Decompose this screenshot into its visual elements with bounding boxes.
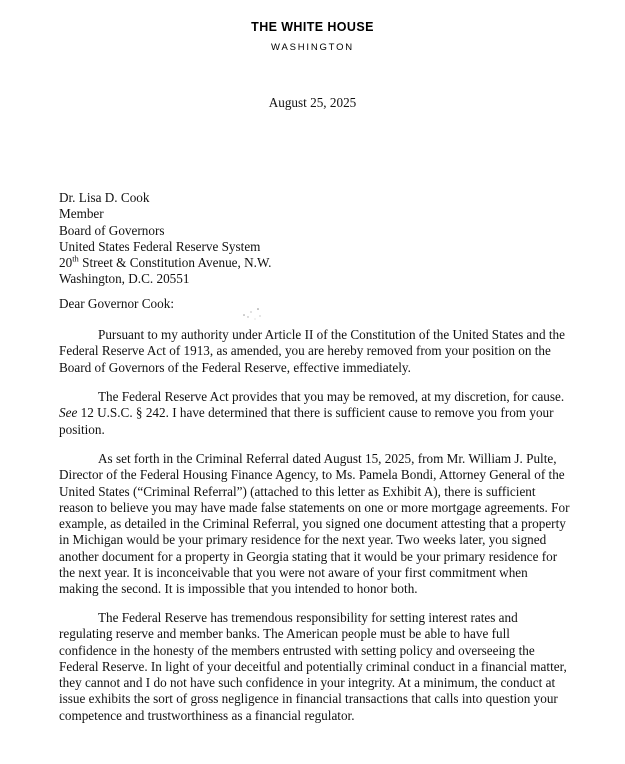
paragraph-line: Federal Reserve Act of 1913, as amended, you are hereby removed from your position on the bbox=[59, 343, 551, 359]
recipient-role: Member bbox=[59, 206, 104, 222]
paragraph-responsibility bbox=[59, 610, 581, 724]
recipient-city: Washington, D.C. 20551 bbox=[59, 271, 190, 287]
recipient-organization: United States Federal Reserve System bbox=[59, 238, 261, 254]
citation-text: 12 U.S.C. § 242. I have determined that there is sufficient cause to remove you from your bbox=[77, 405, 554, 421]
paragraph-line: Director of the Federal Housing Finance Agency, to Ms. Pamela Bondi, Attorney General of the bbox=[59, 467, 565, 483]
recipient-board: Board of Governors bbox=[59, 222, 165, 238]
letter-date: August 25, 2025 bbox=[268, 95, 357, 110]
salutation: Dear Governor Cook: bbox=[59, 296, 174, 311]
paragraph-line: making the second. It is impossible that you intended to honor both. bbox=[59, 581, 418, 597]
recipient-street bbox=[59, 255, 271, 271]
paragraph-line: position. bbox=[59, 421, 105, 437]
paragraph-line: in Michigan would be your primary residence for the next year. Two weeks later, you signed bbox=[59, 532, 547, 548]
paragraph-line: The Federal Reserve Act provides that you may be removed, at my discretion, for cause. bbox=[98, 389, 565, 404]
street-suffix: th bbox=[72, 253, 79, 264]
recipient-address bbox=[59, 190, 271, 288]
paragraph-cause bbox=[59, 389, 581, 438]
paragraph-line: example, as detailed in the Criminal Referral, you signed one document attesting that a property bbox=[59, 516, 566, 532]
paragraph-line: Pursuant to my authority under Article II of the Constitution of the United States and the bbox=[98, 327, 565, 342]
paragraph-line: As set forth in the Criminal Referral dated August 15, 2025, from Mr. William J. Pulte, bbox=[98, 451, 557, 466]
paragraph-removal bbox=[59, 327, 581, 376]
recipient-name: Dr. Lisa D. Cook bbox=[59, 190, 150, 205]
street-number: 20 bbox=[59, 255, 73, 271]
paragraph-line: The Federal Reserve has tremendous responsibility for setting interest rates and bbox=[98, 610, 518, 625]
paragraph-line: confidence in the honesty of the members entrusted with setting policy and overseeing the bbox=[59, 642, 535, 658]
letterhead-title: THE WHITE HOUSE bbox=[251, 20, 374, 34]
see-signal: See bbox=[59, 405, 78, 421]
paragraph-line: regulating reserve and member banks. The American people must be able to have full bbox=[59, 626, 510, 642]
paragraph-line: United States (“Criminal Referral”) (attached to this letter as Exhibit A), there is sufficient bbox=[59, 483, 536, 499]
paragraph-line: the next year. It is inconceivable that you were not aware of your first commitment when bbox=[59, 565, 528, 581]
paragraph-line: competence and trustworthiness as a financial regulator. bbox=[59, 707, 355, 723]
paragraph-line: Federal Reserve. In light of your deceitful and potentially criminal conduct in a financial matter, bbox=[59, 658, 567, 674]
paragraph-line: Board of Governors of the Federal Reserve, effective immediately. bbox=[59, 359, 411, 375]
paragraph-line: they cannot and I do not have such confidence in your integrity. At a minimum, the conduct at bbox=[59, 675, 556, 691]
paragraph-line: reason to believe you may have made false statements on one or more mortgage agreements. For bbox=[59, 499, 570, 515]
street-rest: Street & Constitution Avenue, N.W. bbox=[78, 255, 272, 271]
scan-speck-mark bbox=[236, 304, 268, 324]
paragraph-referral bbox=[59, 451, 581, 598]
letterhead-subtitle: WASHINGTON bbox=[271, 42, 354, 53]
paragraph-line: issue exhibits the sort of gross negligence in financial transactions that calls into question your bbox=[59, 691, 558, 707]
paragraph-line-citation bbox=[59, 405, 581, 421]
paragraph-line: another document for a property in Georgia stating that it would be your primary residence for bbox=[59, 548, 558, 564]
